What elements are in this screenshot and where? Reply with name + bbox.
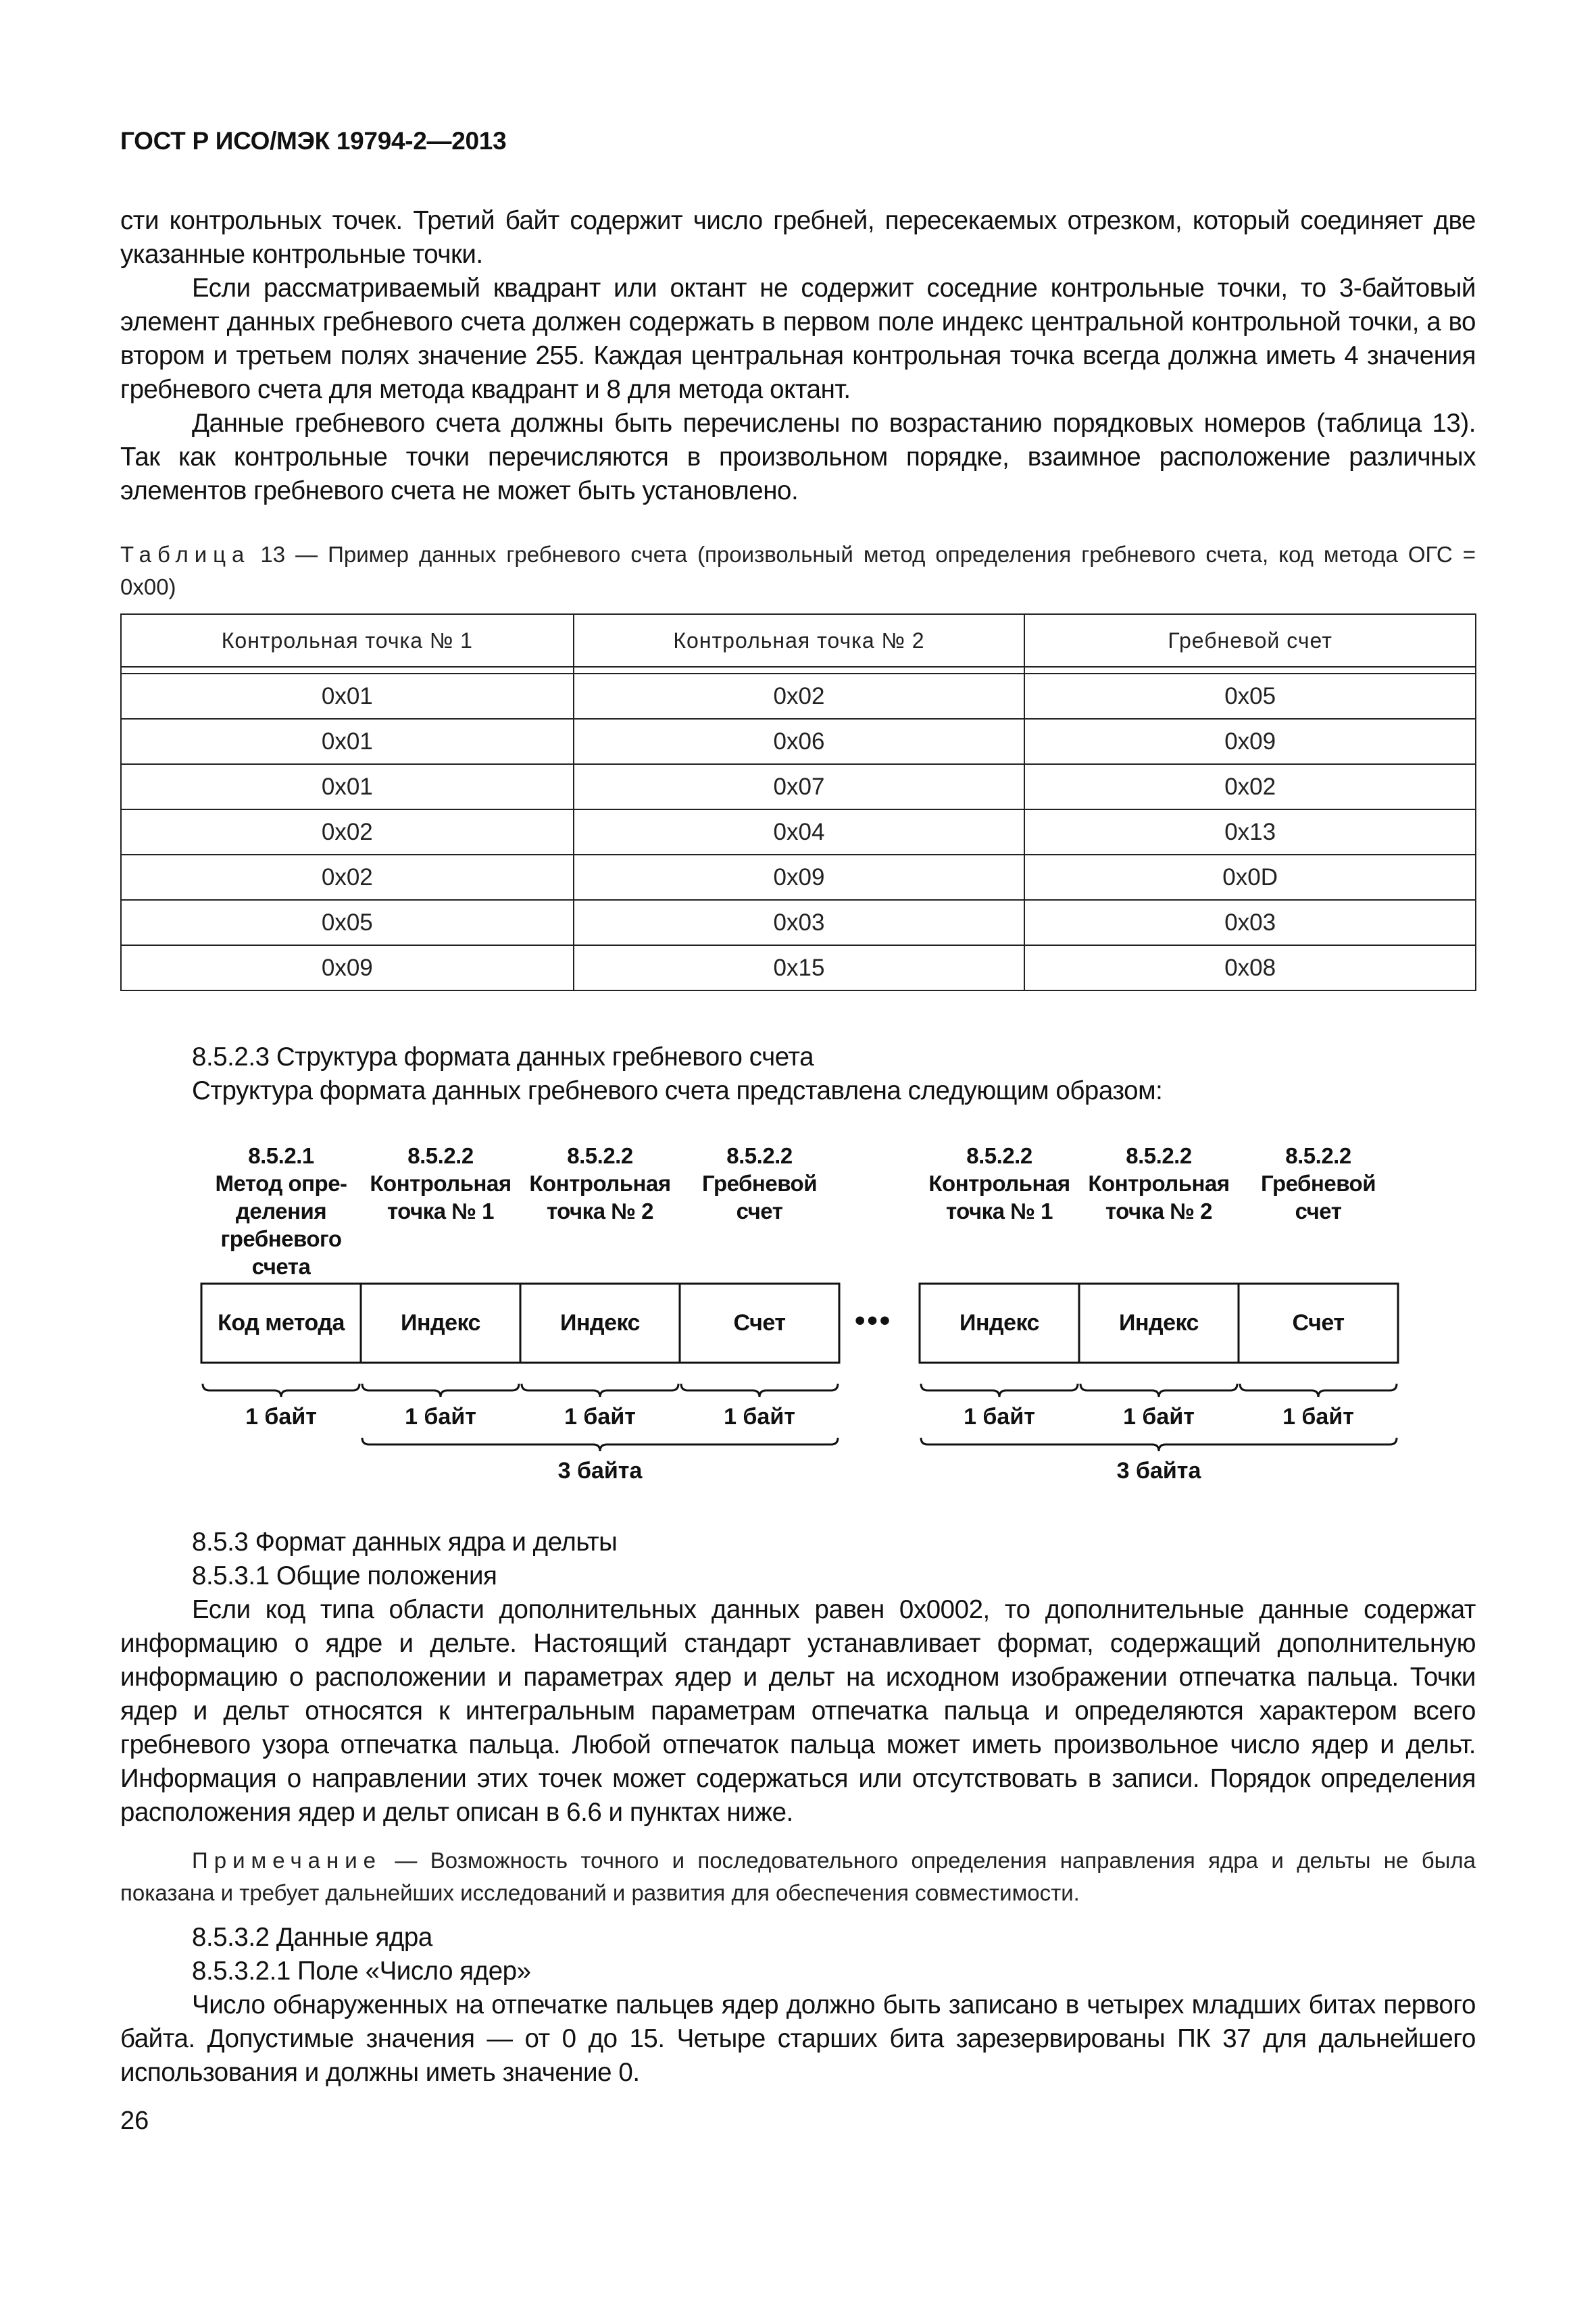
- byte-label: 1 байт: [1123, 1404, 1195, 1430]
- cell-index: Индекс: [1119, 1310, 1199, 1336]
- table-cell: 0x02: [121, 809, 574, 855]
- field-label-count: 8.5.2.2 Гребневой счет: [1261, 1143, 1376, 1224]
- cell-index: Индекс: [401, 1310, 480, 1336]
- table-cell: 0x02: [574, 674, 1025, 719]
- table-cell: 0x02: [1024, 764, 1476, 809]
- table-cell: 0x04: [574, 809, 1025, 855]
- table-caption: Таблица 13 — Пример данных гребневого счета (произвольный метод определения гребневого счета, код метода ОГС = 0x00): [120, 542, 1476, 599]
- byte-label: 1 байт: [405, 1404, 476, 1430]
- table-cell: 0x07: [574, 764, 1025, 809]
- table-row: [121, 674, 1476, 719]
- table-cell: 0x08: [1024, 945, 1476, 990]
- table-cell: 0x03: [574, 900, 1025, 945]
- section-heading: 8.5.3.2 Данные ядра: [192, 1923, 432, 1952]
- paragraph: сти контрольных точек. Третий байт содержит число гребней, пересекаемых отрезком, который соединяет две указанные контрольные точки.: [120, 206, 1476, 269]
- column-header: Контрольная точка № 2: [574, 614, 1025, 667]
- table-cell: 0x15: [574, 945, 1025, 990]
- table-row: [121, 764, 1476, 809]
- byte-label: 1 байт: [245, 1404, 317, 1430]
- field-label-method: 8.5.2.1 Метод опре- деления гребневого счета: [215, 1143, 347, 1279]
- byte-label: 1 байт: [564, 1404, 636, 1430]
- section-text: Структура формата данных гребневого счета представлена следующим образом:: [192, 1076, 1163, 1105]
- table-cell: 0x09: [121, 945, 574, 990]
- field-label-point1: 8.5.2.2 Контрольная точка № 1: [928, 1143, 1070, 1224]
- table-header-row: [121, 614, 1476, 667]
- header-separator: [121, 667, 1476, 674]
- byte-label: 1 байт: [1282, 1404, 1354, 1430]
- table-cell: 0x05: [1024, 674, 1476, 719]
- note: Примечание — Возможность точного и последовательного определения направления ядра и дельты не была показана и требует дальнейших исследований и развития для обеспечения совместимости.: [120, 1848, 1476, 1905]
- table-row: [121, 945, 1476, 990]
- field-label-point1: 8.5.2.2 Контрольная точка № 1: [370, 1143, 512, 1224]
- field-label-count: 8.5.2.2 Гребневой счет: [702, 1143, 817, 1224]
- cell-index: Индекс: [560, 1310, 640, 1336]
- table-cell: 0x09: [574, 855, 1025, 900]
- group-byte-label: 3 байта: [557, 1458, 643, 1484]
- cell-method-code: Код метода: [218, 1310, 345, 1336]
- table-row: [121, 809, 1476, 855]
- ridge-count-table: [120, 613, 1476, 991]
- field-label-point2: 8.5.2.2 Контрольная точка № 2: [1088, 1143, 1230, 1224]
- group-byte-label: 3 байта: [1116, 1458, 1201, 1484]
- cell-count: Счет: [733, 1310, 786, 1336]
- column-header: Гребневой счет: [1024, 614, 1476, 667]
- table-cell: 0x01: [121, 719, 574, 764]
- page-number: 26: [120, 2107, 149, 2135]
- table-cell: 0x0D: [1024, 855, 1476, 900]
- table-cell: 0x05: [121, 900, 574, 945]
- section-text: Если код типа области дополнительных данных равен 0x0002, то дополнительные данные содержат информацию о ядре и дельте. Настоящий стандарт устанавливает формат, содержащий дополнительную информацию о расположении и параметрах ядер и дельт на исходном изображении отпечатка пальца. Точки ядер и дельт относятся к интегральным параметрам отпечатка пальца и определяются характером всего гребневого узора отпечатка пальца. Любой отпечаток пальца может иметь произвольное число ядер и дельт. Информация о направлении этих точек может содержаться или отсутствовать в записи. Порядок определения расположения ядер и дельт описан в 6.6 и пунктах ниже.: [120, 1595, 1476, 1827]
- table-row: [121, 719, 1476, 764]
- subsection-heading: 8.5.3.2.1 Поле «Число ядер»: [192, 1957, 531, 1986]
- table-cell: 0x02: [121, 855, 574, 900]
- byte-label: 1 байт: [964, 1404, 1035, 1430]
- byte-label: 1 байт: [724, 1404, 795, 1430]
- ellipsis: •••: [855, 1304, 893, 1337]
- paragraph: Если рассматриваемый квадрант или октант не содержит соседние контрольные точки, то 3-байтовый элемент данных гребневого счета должен содержать в первом поле индекс центральной контрольной точки, а во втором и третьем полях значение 255. Каждая центральная контрольная точка всегда должна иметь 4 значения гребневого счета для метода квадрант и 8 для метода октант.: [120, 274, 1476, 404]
- section-heading: 8.5.2.3 Структура формата данных гребневого счета: [192, 1042, 814, 1072]
- document-header: ГОСТ Р ИСО/МЭК 19794-2—2013: [120, 127, 507, 155]
- table-cell: 0x03: [1024, 900, 1476, 945]
- table-cell: 0x06: [574, 719, 1025, 764]
- column-header: Контрольная точка № 1: [121, 614, 574, 667]
- field-label-point2: 8.5.2.2 Контрольная точка № 2: [529, 1143, 671, 1224]
- table-cell: 0x09: [1024, 719, 1476, 764]
- section-heading: 8.5.3 Формат данных ядра и дельты: [192, 1528, 618, 1557]
- table-cell: 0x01: [121, 764, 574, 809]
- section-text: Число обнаруженных на отпечатке пальцев ядер должно быть записано в четырех младших битах первого байта. Допустимые значения — от 0 до 15. Четыре старших бита зарезервированы ПК 37 для дальнейшего использования и должны иметь значение 0.: [120, 1990, 1476, 2087]
- table-cell: 0x01: [121, 674, 574, 719]
- table-row: [121, 855, 1476, 900]
- cell-count: Счет: [1292, 1310, 1345, 1336]
- table-row: [121, 900, 1476, 945]
- cell-index: Индекс: [959, 1310, 1039, 1336]
- ridge-count-format-diagram: [189, 1135, 1419, 1500]
- table-cell: 0x13: [1024, 809, 1476, 855]
- subsection-heading: 8.5.3.1 Общие положения: [192, 1561, 497, 1590]
- paragraph: Данные гребневого счета должны быть перечислены по возрастанию порядковых номеров (таблица 13). Так как контрольные точки перечисляются в произвольном порядке, взаимное расположение различных элементов гребневого счета не может быть установлено.: [120, 409, 1476, 505]
- intro-text: [120, 204, 1476, 508]
